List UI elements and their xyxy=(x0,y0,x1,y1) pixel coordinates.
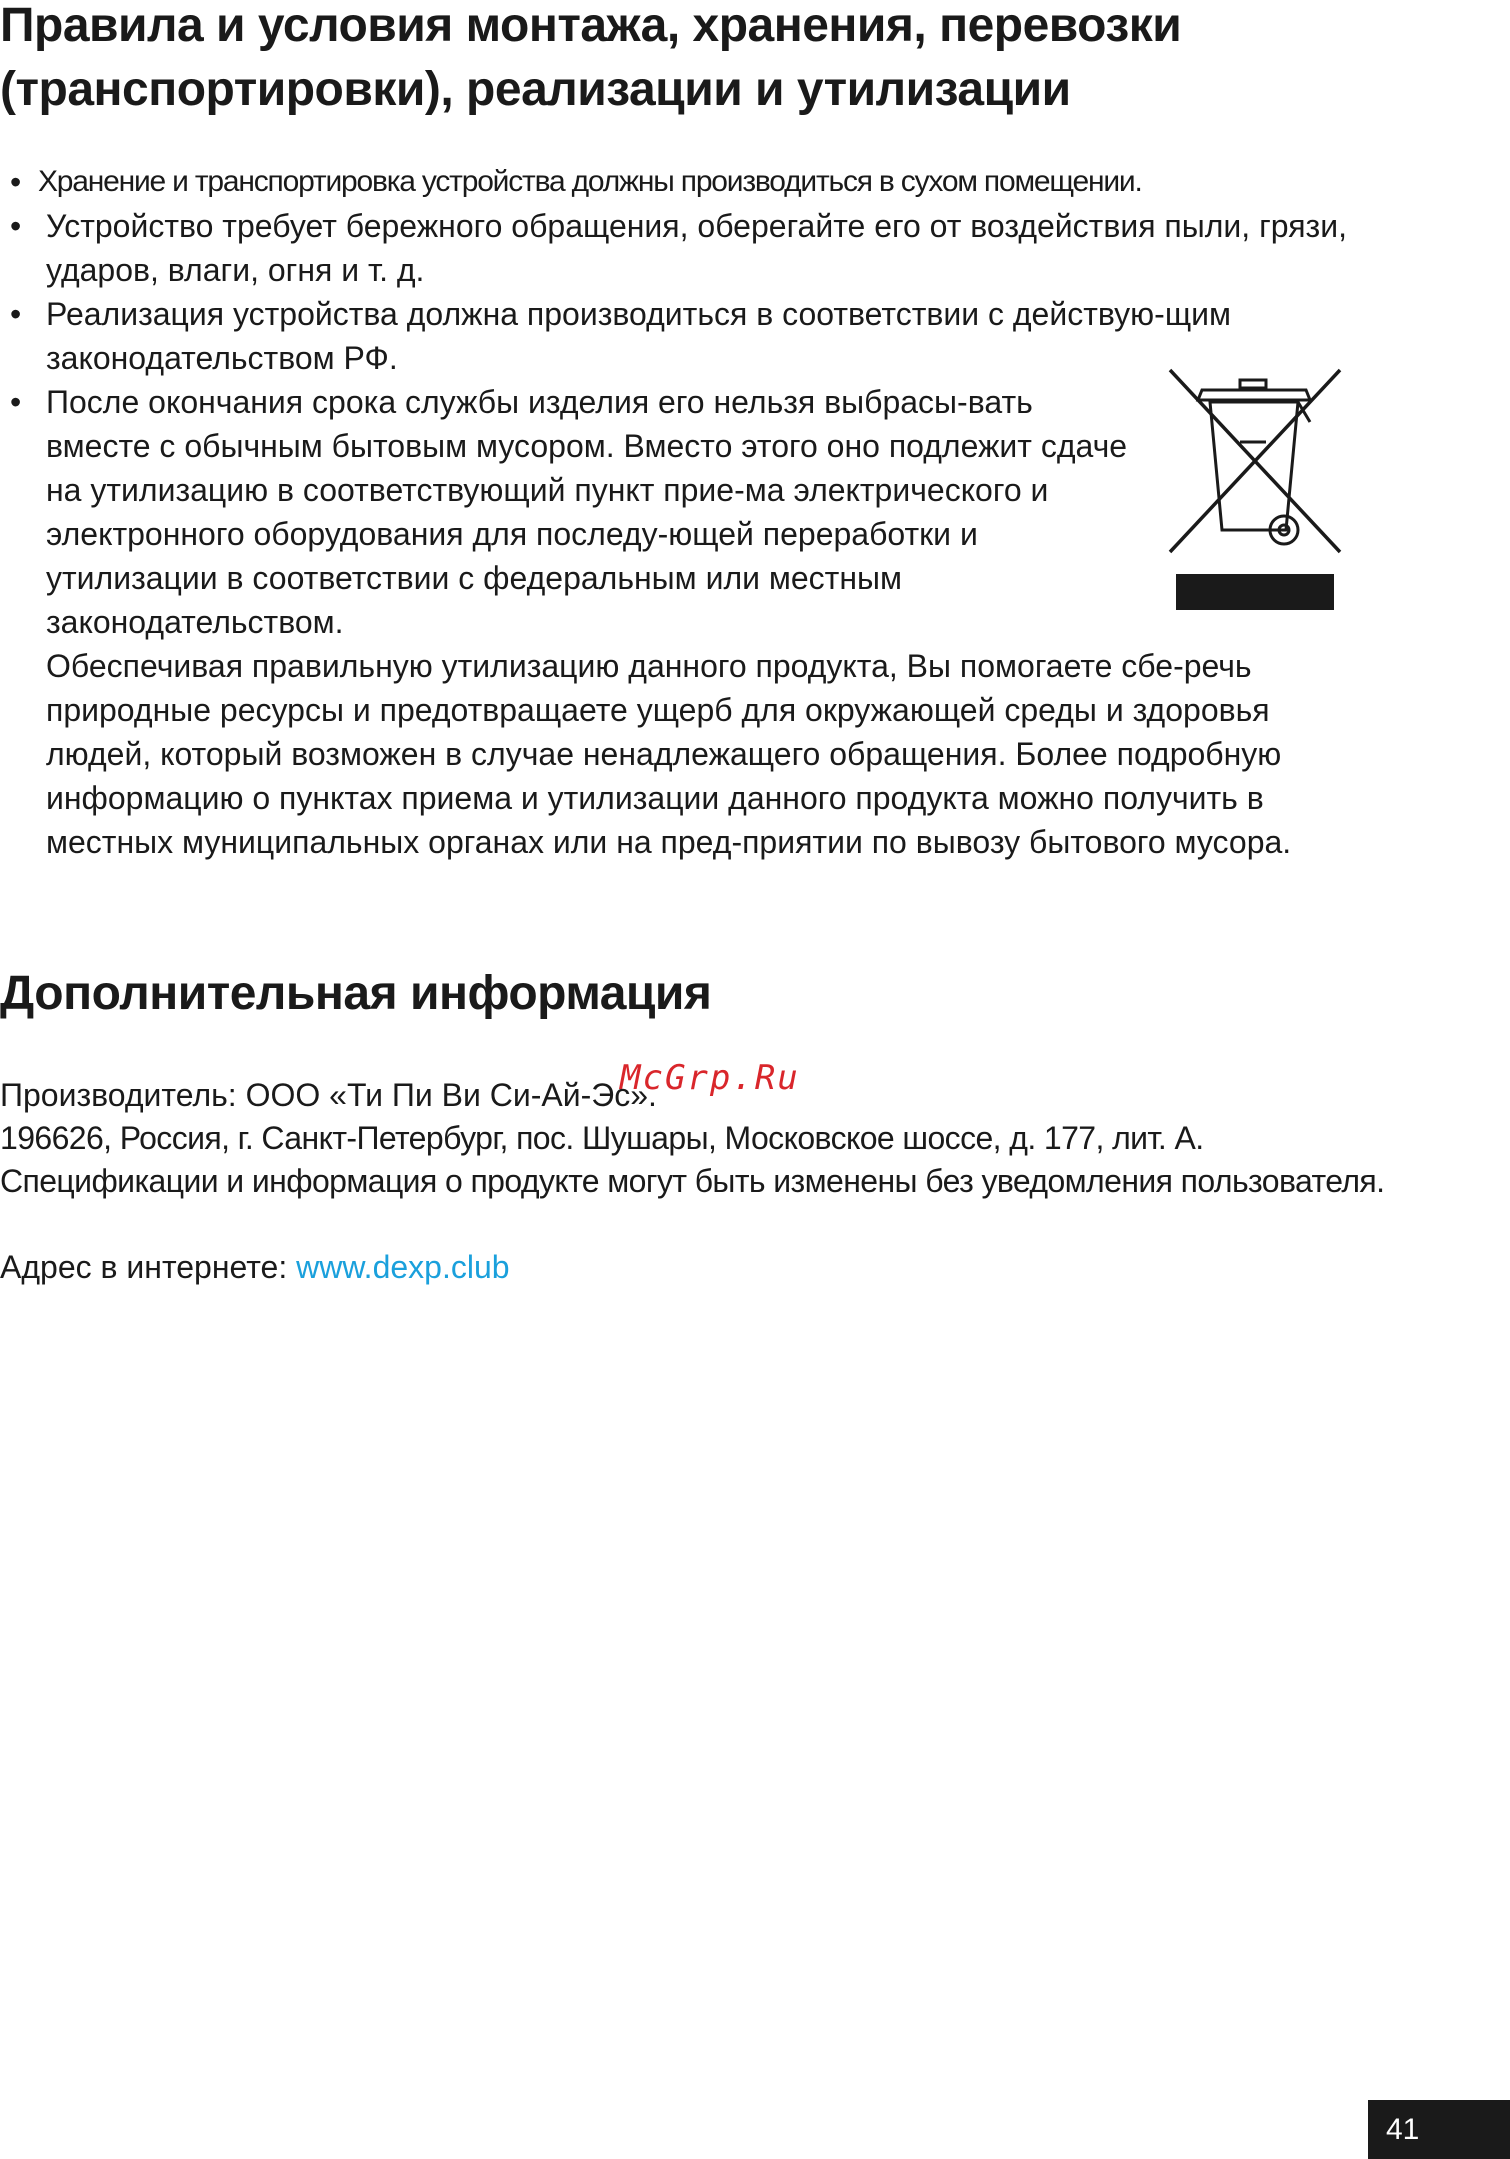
web-address-line xyxy=(0,1246,1400,1289)
page-number: 41 xyxy=(1368,2100,1510,2159)
website-link[interactable]: www.dexp.club xyxy=(296,1249,510,1285)
page-title: Правила и условия монтажа, хранения, перевозки (транспортировки), реализации и утилизации xyxy=(0,0,1182,116)
section-title: Дополнительная информация xyxy=(0,967,712,1020)
watermark: McGrp.Ru xyxy=(620,1058,800,1098)
list-item-text: • Реализация устройства должна производиться в соответствии с действую-щим законодательством РФ. xyxy=(46,296,1232,376)
additional-info xyxy=(0,1074,1400,1289)
web-address-label: Адрес в интернете: xyxy=(0,1249,297,1285)
list-item xyxy=(10,380,1350,864)
address-text: 196626, Россия, г. Санкт-Петербург, пос. Шушары, Московское шоссе, д. 177, лит. А. xyxy=(0,1120,1204,1156)
list-item-text: • Хранение и транспортировка устройства должны производиться в сухом помещении. xyxy=(38,165,1142,198)
list-item xyxy=(10,292,1350,380)
crossed-out-wheelie-bin-icon xyxy=(1160,362,1350,612)
notice-text: Спецификации и информация о продукте могут быть изменены без уведомления пользователя. xyxy=(0,1163,1385,1199)
list-item-extra-text: Обеспечивая правильную утилизацию данного продукта, Вы помогаете сбе-речь природные ресурсы и предотвращаете ущерб для окружающей среды и здоровья людей, который возможен в случае ненадлежащего обращения. Более подробную информацию о пунктах приема и утилизации данного продукта можно получить в местных муниципальных органах или на пред-приятии по вывозу бытового мусора. xyxy=(46,648,1292,860)
manufacturer-text: Производитель: ООО «Ти Пи Ви Си-Ай-Эс». xyxy=(0,1077,657,1113)
list-item xyxy=(10,160,1350,204)
rules-list xyxy=(10,160,1350,864)
list-item xyxy=(10,204,1350,292)
list-item-text: • Устройство требует бережного обращения, оберегайте его от воздействия пыли, грязи, ударов, влаги, огня и т. д. xyxy=(46,208,1347,288)
list-item-text: • После окончания срока службы изделия его нельзя выбрасы-вать вместе с обычным бытовым мусором. Вместо этого оно подлежит сдаче на утилизацию в соответствующий пункт прие-ма электрического и электронного оборудования для последу-ющей переработки и утилизации в соответствии с федеральным или местным законодательством. xyxy=(46,384,1128,640)
